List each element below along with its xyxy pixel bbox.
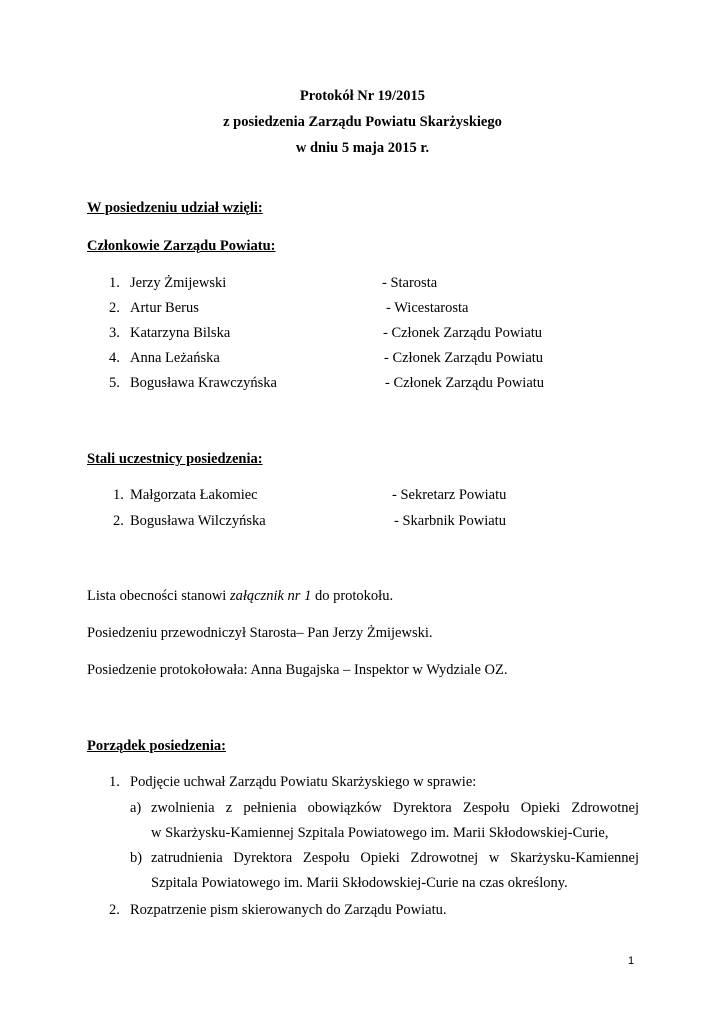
agenda-heading: Porządek posiedzenia: [87,738,226,754]
participant-role: - Sekretarz Powiatu [392,487,507,503]
permanent-participants-heading: Stali uczestnicy posiedzenia: [87,451,263,467]
participant-role: - Skarbnik Powiatu [394,513,506,529]
agenda-item-text: Podjęcie uchwał Zarządu Powiatu Skarżyskiego w sprawie: [130,774,477,790]
agenda-item-number: 1. [109,774,120,790]
member-number: 2. [109,300,120,316]
member-number: 4. [109,350,120,366]
member-number: 3. [109,325,120,341]
member-role: - Wicestarosta [386,300,469,316]
attendance-note [87,587,393,605]
member-role: - Starosta [382,275,438,291]
page-number: 1 [628,955,635,967]
agenda-subitem-text: zatrudnienia Dyrektora Zespołu Opieki Zdrowotnej w Skarżysku-Kamiennej [151,850,639,866]
attendance-text-end: do protokołu. [311,588,394,604]
agenda-subitem-text-continued: Szpitala Powiatowego im. Marii Skłodowskiej-Curie na czas określony. [151,875,568,891]
agenda-item-number: 2. [109,902,120,918]
participant-number: 1. [113,487,124,503]
participant-name: Małgorzata Łakomiec [130,487,258,503]
attendance-text-start: Lista obecności stanowi [87,588,230,604]
attachment-reference: załącznik nr 1 [229,588,312,604]
participants-heading: W posiedzeniu udział wzięli: [87,200,263,216]
member-name: Bogusława Krawczyńska [130,375,277,391]
member-number: 5. [109,375,120,391]
member-role: - Członek Zarządu Powiatu [384,350,544,366]
agenda-subitem-label: a) [130,800,142,816]
member-name: Artur Berus [130,300,199,316]
member-role: - Członek Zarządu Powiatu [383,325,543,341]
member-name: Jerzy Żmijewski [130,275,227,291]
participant-number: 2. [113,513,124,529]
member-name: Anna Leżańska [130,350,220,366]
member-role: - Członek Zarządu Powiatu [385,375,545,391]
agenda-subitem-text: zwolnienia z pełnienia obowiązków Dyrektora Zespołu Opieki Zdrowotnej [151,800,639,816]
participant-name: Bogusława Wilczyńska [130,513,266,529]
agenda-item-text: Rozpatrzenie pism skierowanych do Zarządu Powiatu. [130,902,447,918]
agenda-subitem-text-continued: w Skarżysku-Kamiennej Szpitala Powiatowego im. Marii Skłodowskiej-Curie, [151,825,609,841]
member-name: Katarzyna Bilska [130,325,231,341]
protocol-title: Protokół Nr 19/2015 [299,88,426,104]
members-heading: Członkowie Zarządu Powiatu: [87,238,276,254]
member-number: 1. [109,275,120,291]
minutes-note: Posiedzenie protokołowała: Anna Bugajska – Inspektor w Wydziale OZ. [87,662,508,678]
chair-note: Posiedzeniu przewodniczył Starosta– Pan Jerzy Żmijewski. [87,625,433,641]
protocol-date: w dniu 5 maja 2015 r. [295,140,430,156]
protocol-subtitle: z posiedzenia Zarządu Powiatu Skarżyskiego [223,114,502,130]
agenda-subitem-label: b) [130,850,143,866]
